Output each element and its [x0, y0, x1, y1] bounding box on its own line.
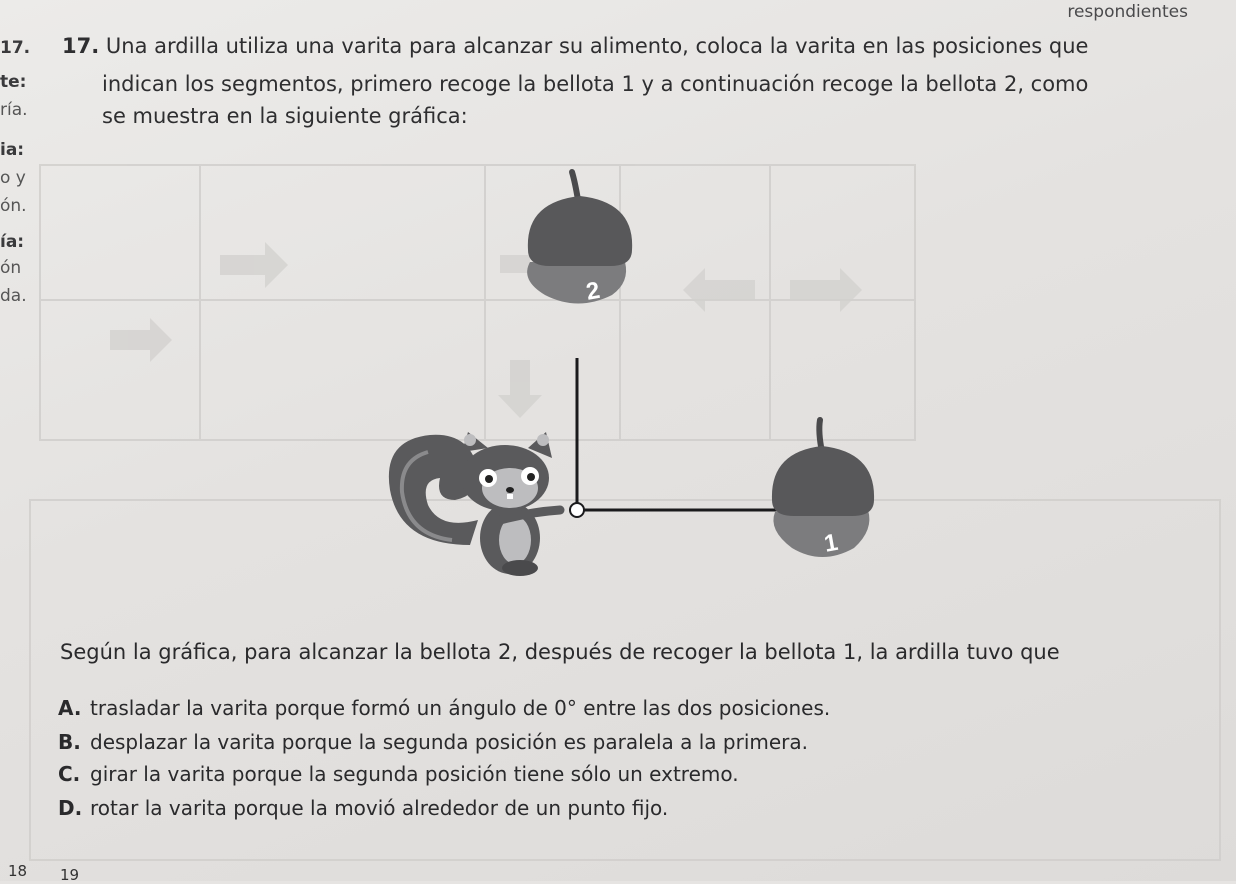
page-number-right: 19 [60, 866, 80, 884]
option-letter: B. [58, 730, 81, 754]
option-letter: A. [58, 696, 82, 720]
margin-fragment: ón. [0, 196, 27, 216]
margin-fragment: o y [0, 168, 26, 188]
option-letter: D. [58, 796, 83, 820]
margin-fragment: ía: [0, 232, 25, 252]
page-number-left: 18 [8, 862, 28, 880]
margin-fragment: te: [0, 72, 27, 92]
margin-fragment: ría. [0, 100, 28, 120]
squirrel-icon [389, 432, 560, 576]
problem-number: 17. [62, 34, 100, 58]
question-text: Según la gráfica, para alcanzar la bellota 2, después de recoger la bellota 1, la ardilla tuvo que [60, 640, 1060, 664]
option-a[interactable] [58, 696, 830, 720]
margin-fragment: da. [0, 286, 27, 306]
acorn-1-icon [772, 420, 874, 558]
option-text: trasladar la varita porque formó un ángulo de 0° entre las dos posiciones. [90, 696, 831, 720]
option-text: desplazar la varita porque la segunda posición es paralela a la primera. [90, 730, 808, 754]
margin-fragment: 17. [0, 38, 31, 58]
margin-fragment: ia: [0, 140, 25, 160]
option-d[interactable] [58, 796, 668, 820]
option-text: girar la varita porque la segunda posición tiene sólo un extremo. [90, 762, 739, 786]
corner-text: respondientes [1067, 2, 1188, 22]
problem-line-3: se muestra en la siguiente gráfica: [102, 104, 468, 128]
option-text: rotar la varita porque la movió alrededor de un punto fijo. [90, 796, 669, 820]
acorn-2-icon [527, 172, 632, 306]
margin-fragment: ón [0, 258, 22, 278]
problem-text: Una ardilla utiliza una varita para alcanzar su alimento, coloca la varita en las posiciones que [105, 34, 1089, 58]
problem-line-2: indican los segmentos, primero recoge la bellota 1 y a continuación recoge la bellota 2, como [102, 72, 1089, 96]
acorn-2-label: 2 [584, 276, 602, 306]
option-letter: C. [58, 762, 81, 786]
option-b[interactable] [58, 730, 808, 754]
option-c[interactable] [58, 762, 739, 786]
acorn-1-label: 1 [822, 528, 840, 558]
pivot-point [570, 503, 584, 517]
